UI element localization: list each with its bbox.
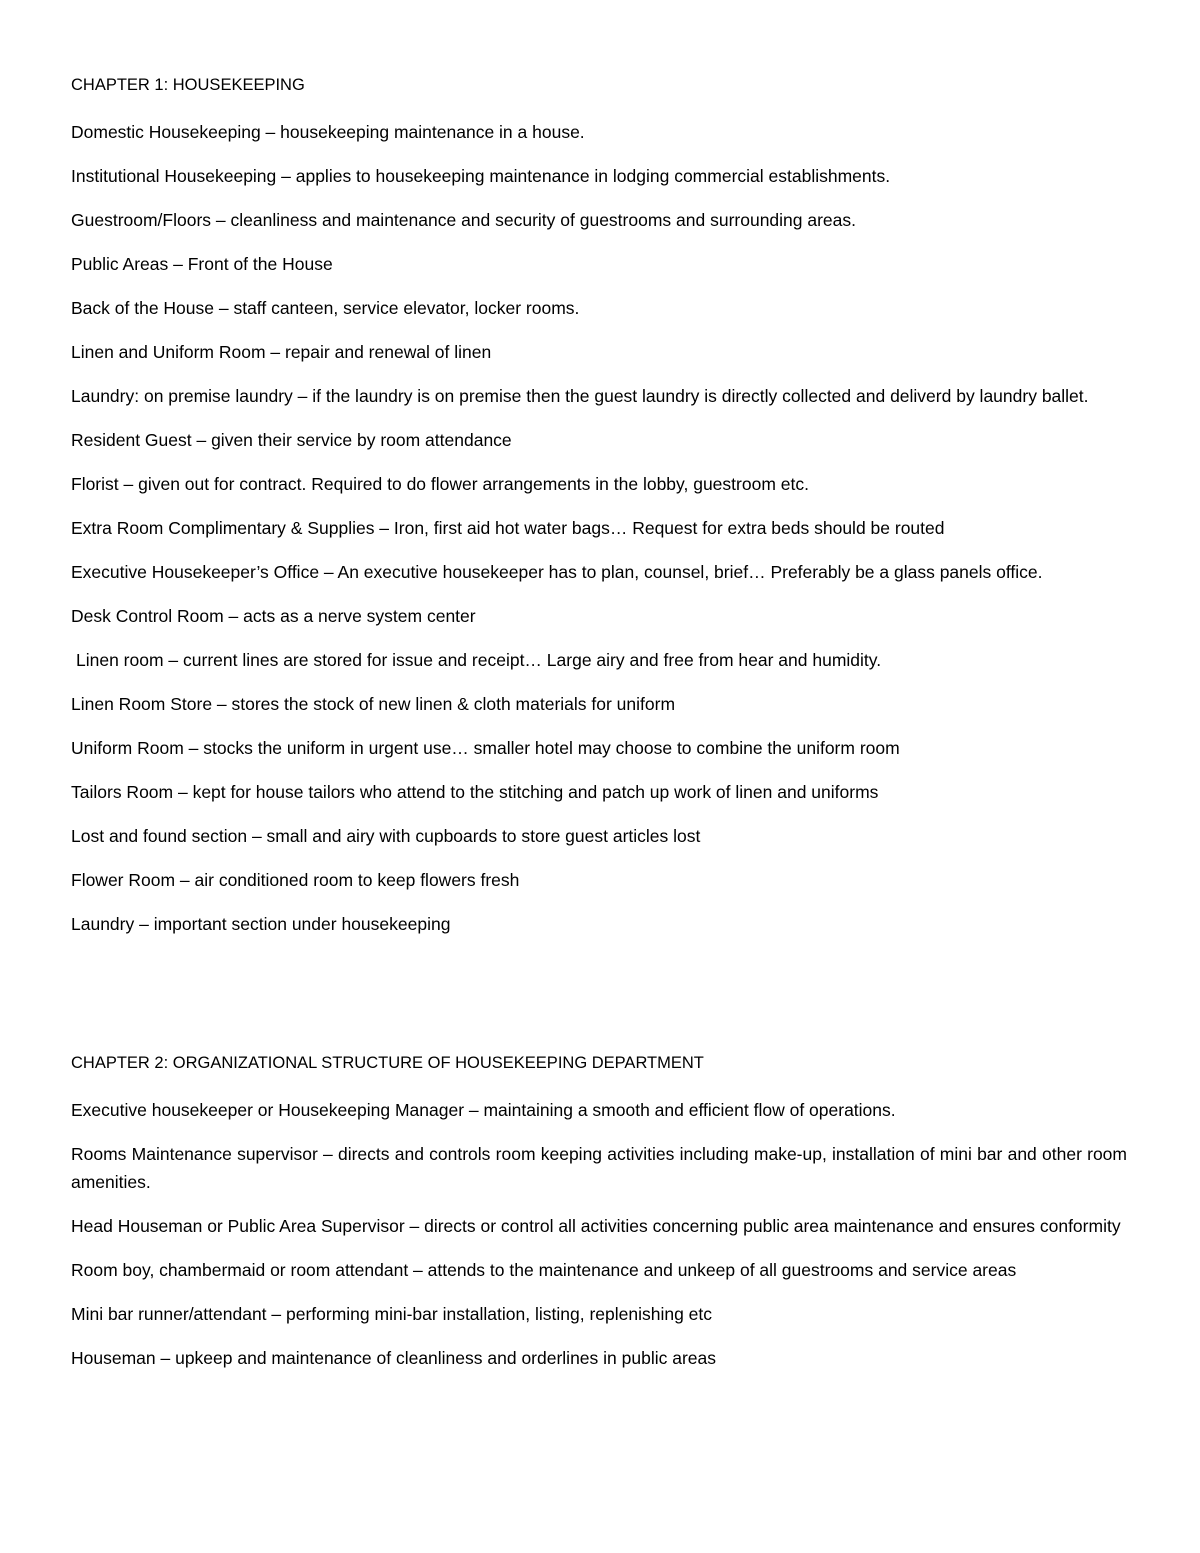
document-page — [71, 74, 1127, 1388]
entry-resident-guest: Resident Guest – given their service by room attendance — [71, 430, 512, 450]
chapter-2-heading: CHAPTER 2: ORGANIZATIONAL STRUCTURE OF HOUSEKEEPING DEPARTMENT — [71, 1054, 704, 1072]
entry-rooms-maintenance-supervisor: Rooms Maintenance supervisor – directs and controls room keeping activities including make-up, installation of mini bar and other room amenities. — [71, 1144, 1127, 1192]
entry-guestroom-floors: Guestroom/Floors – cleanliness and maintenance and security of guestrooms and surrounding areas. — [71, 210, 857, 230]
entry-florist: Florist – given out for contract. Required to do flower arrangements in the lobby, guestroom etc. — [71, 474, 809, 494]
entry-uniform-room: Uniform Room – stocks the uniform in urgent use… smaller hotel may choose to combine the uniform room — [71, 738, 900, 758]
entry-head-houseman: Head Houseman or Public Area Supervisor – directs or control all activities concerning public area maintenance and ensures conformity — [71, 1216, 1121, 1236]
section-spacer — [71, 954, 1127, 1052]
entry-houseman: Houseman – upkeep and maintenance of cleanliness and orderlines in public areas — [71, 1348, 716, 1368]
entry-linen-uniform-room: Linen and Uniform Room – repair and renewal of linen — [71, 342, 492, 362]
entry-executive-housekeeper: Executive housekeeper or Housekeeping Manager – maintaining a smooth and efficient flow of operations. — [71, 1100, 896, 1120]
chapter-1-heading: CHAPTER 1: HOUSEKEEPING — [71, 76, 305, 94]
entry-public-areas: Public Areas – Front of the House — [71, 254, 333, 274]
entry-lost-and-found: Lost and found section – small and airy with cupboards to store guest articles lost — [71, 826, 701, 846]
entry-desk-control-room: Desk Control Room – acts as a nerve system center — [71, 606, 476, 626]
entry-domestic-housekeeping: Domestic Housekeeping – housekeeping maintenance in a house. — [71, 122, 585, 142]
entry-extra-room-complimentary: Extra Room Complimentary & Supplies – Iron, first aid hot water bags… Request for extra beds should be routed — [71, 518, 945, 538]
entry-linen-room: Linen room – current lines are stored for issue and receipt… Large airy and free from hear and humidity. — [76, 650, 882, 670]
entry-flower-room: Flower Room – air conditioned room to keep flowers fresh — [71, 870, 520, 890]
entry-back-of-house: Back of the House – staff canteen, service elevator, locker rooms. — [71, 298, 580, 318]
entry-executive-housekeeper-office: Executive Housekeeper’s Office – An executive housekeeper has to plan, counsel, brief… Preferably be a glass panels office. — [71, 562, 1043, 582]
entry-tailors-room: Tailors Room – kept for house tailors who attend to the stitching and patch up work of linen and uniforms — [71, 782, 879, 802]
entry-laundry: Laundry – important section under housekeeping — [71, 914, 451, 934]
entry-institutional-housekeeping: Institutional Housekeeping – applies to housekeeping maintenance in lodging commercial establishments. — [71, 166, 891, 186]
entry-room-attendant: Room boy, chambermaid or room attendant – attends to the maintenance and unkeep of all guestrooms and service areas — [71, 1260, 1017, 1280]
entry-laundry-on-premise: Laundry: on premise laundry – if the laundry is on premise then the guest laundry is directly collected and deliverd by laundry ballet. — [71, 386, 1089, 406]
entry-mini-bar-runner: Mini bar runner/attendant – performing mini-bar installation, listing, replenishing etc — [71, 1304, 713, 1324]
entry-linen-room-store: Linen Room Store – stores the stock of new linen & cloth materials for uniform — [71, 694, 676, 714]
